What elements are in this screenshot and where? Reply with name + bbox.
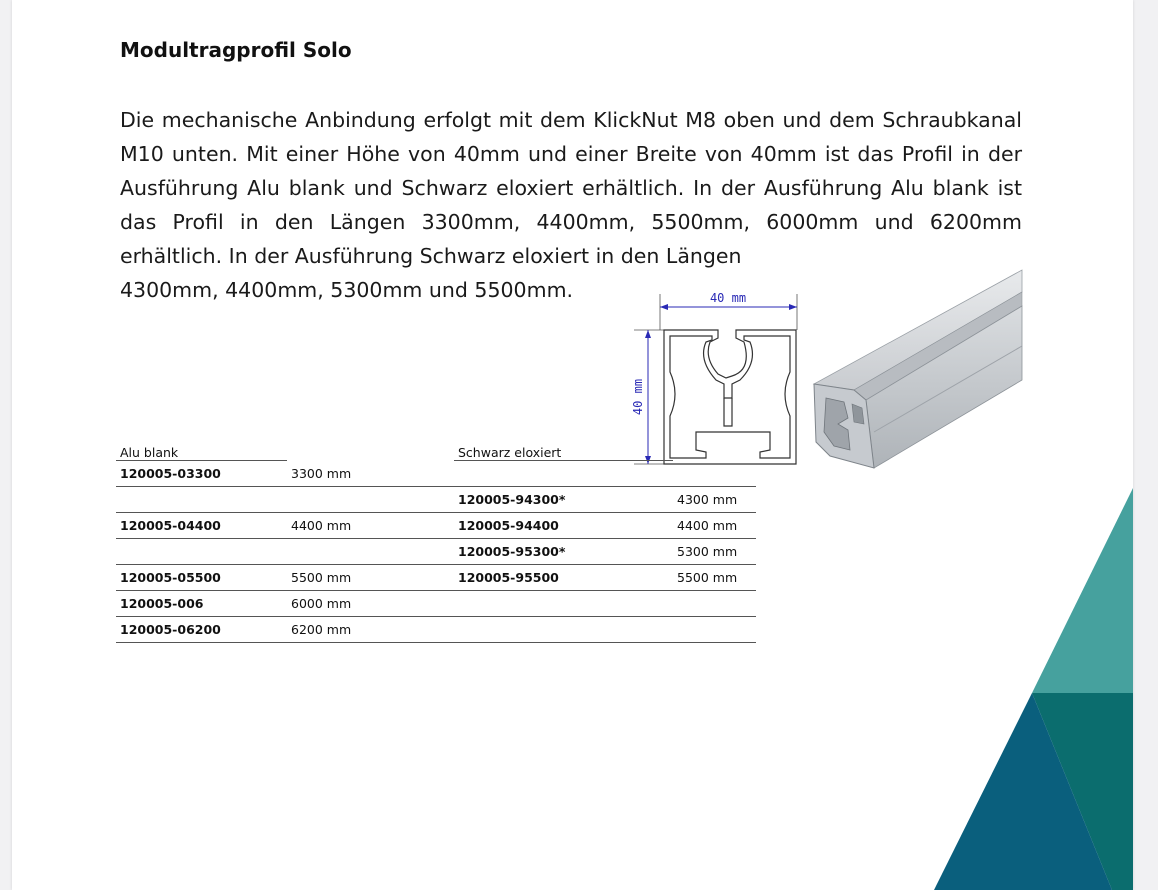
- black-order-number: 120005-94300*: [454, 487, 673, 513]
- height-dimension-label: 40 mm: [631, 378, 645, 416]
- black-length: 4400 mm: [673, 513, 756, 539]
- black-length: 5300 mm: [673, 539, 756, 565]
- description-paragraph-last: 4300mm, 4400mm, 5300mm und 5500mm.: [120, 278, 574, 302]
- alu-length: [287, 487, 454, 513]
- description-paragraph: Die mechanische Anbindung erfolgt mit dem KlickNut M8 oben und dem Schraubkanal M10 unten. Mit einer Höhe von 40mm und einer Breite von 40mm ist das Profil in der Ausführung Alu blank und Schwarz eloxiert erhältlich. In der Ausführung Alu blank ist das Profil in den Längen 3300mm, 4400mm, 5500mm, 6000mm und 6200mm erhältlich. In der Ausführung Schwarz eloxiert in den Längen: [120, 108, 1022, 268]
- alu-length: 5500 mm: [287, 565, 454, 591]
- alu-order-number: 120005-06200: [116, 617, 287, 643]
- alu-order-number: [116, 539, 287, 565]
- table-row: [116, 591, 756, 617]
- teal-light-triangle: [1032, 488, 1133, 693]
- table-header-row: [116, 438, 756, 461]
- alu-length: [287, 539, 454, 565]
- alu-order-number: 120005-03300: [116, 461, 287, 487]
- black-order-number: 120005-95300*: [454, 539, 673, 565]
- black-length: 4300 mm: [673, 487, 756, 513]
- page-title: Modultragprofil Solo: [120, 38, 352, 62]
- document-page: [12, 0, 1133, 890]
- table-row: [116, 539, 756, 565]
- black-order-number: [454, 591, 673, 617]
- alu-order-number: 120005-006: [116, 591, 287, 617]
- order-number-table: [116, 438, 756, 643]
- alu-length: 6200 mm: [287, 617, 454, 643]
- black-order-number: [454, 461, 673, 487]
- table-row: [116, 513, 756, 539]
- table-row: [116, 565, 756, 591]
- corner-decoration: [912, 480, 1133, 890]
- alu-order-number: 120005-05500: [116, 565, 287, 591]
- width-dimension-label: 40 mm: [709, 291, 747, 305]
- black-order-number: 120005-95500: [454, 565, 673, 591]
- alu-length: 4400 mm: [287, 513, 454, 539]
- profile-3d-rendering: [808, 262, 1034, 480]
- table-row: [116, 617, 756, 643]
- black-length: 5500 mm: [673, 565, 756, 591]
- black-length: [673, 591, 756, 617]
- black-order-number: 120005-94400: [454, 513, 673, 539]
- alu-length: 6000 mm: [287, 591, 454, 617]
- alu-order-number: [116, 487, 287, 513]
- table-row: [116, 487, 756, 513]
- alu-order-number: 120005-04400: [116, 513, 287, 539]
- table-row: [116, 461, 756, 487]
- column-header-schwarz-eloxiert: Schwarz eloxiert: [454, 438, 673, 461]
- column-header-alu-blank: Alu blank: [116, 438, 287, 461]
- black-length: [673, 617, 756, 643]
- black-order-number: [454, 617, 673, 643]
- black-length: [673, 461, 756, 487]
- alu-length: 3300 mm: [287, 461, 454, 487]
